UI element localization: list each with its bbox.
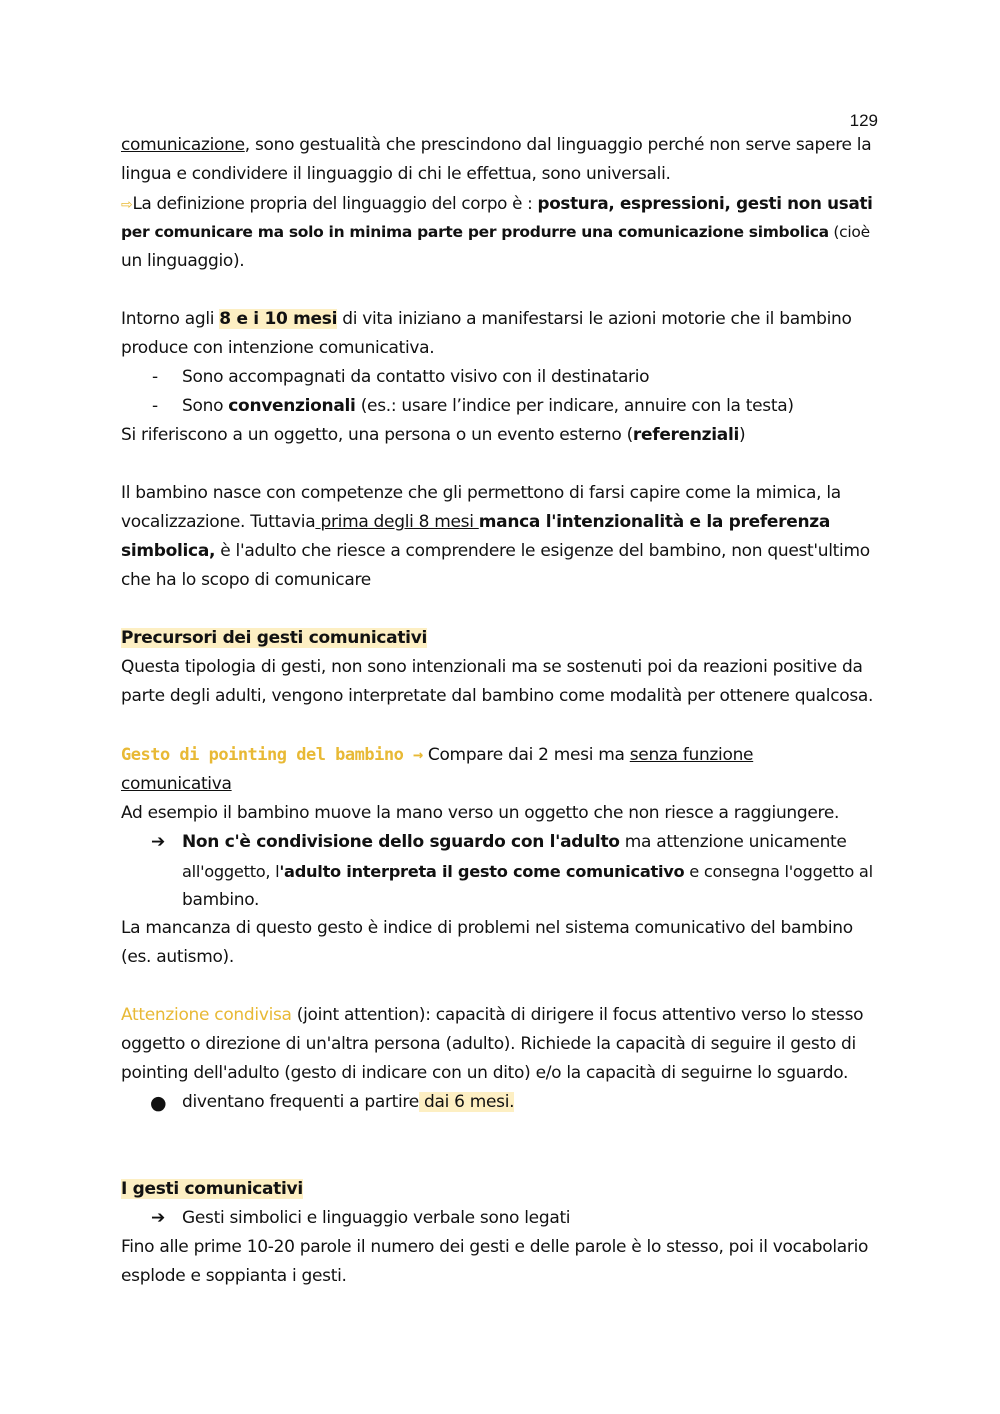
bold-text: manca l'intenzionalità e la preferenza <box>478 512 831 532</box>
styled-title: Gesto di pointing del bambino → <box>121 745 423 765</box>
text-line: Questa tipologia di gesti, non sono intenzionali ma se sostenuti poi da reazioni positive da <box>121 657 863 677</box>
text-span: Sono <box>182 396 229 416</box>
text-line: esplode e soppianta i gesti. <box>121 1266 347 1286</box>
text-span: Si riferiscono a un oggetto, una persona o un evento esterno ( <box>121 425 633 445</box>
text-line: lingua e condividere il linguaggio di chi le effettua, sono universali. <box>121 164 671 184</box>
text-span: ma attenzione unicamente <box>619 832 847 852</box>
list-item: Sono accompagnati da contatto visivo con il destinatario <box>182 367 650 387</box>
underlined-text: prima degli 8 mesi <box>315 512 479 532</box>
bold-text: 'adulto interpreta il gesto come comunicativo <box>279 862 685 881</box>
arrow-bullet-icon: ➔ <box>151 1208 166 1228</box>
list-item <box>182 1088 514 1117</box>
text-span: Compare dai 2 mesi ma <box>422 745 630 765</box>
section-heading <box>121 1175 303 1204</box>
list-item <box>182 392 794 421</box>
text-line: che ha lo scopo di comunicare <box>121 570 371 590</box>
text-span: all'oggetto, l <box>182 862 280 881</box>
text-span: vocalizzazione. Tuttavia <box>121 512 316 532</box>
text-line: (es. autismo). <box>121 947 234 967</box>
dot-bullet-icon: ● <box>150 1092 167 1114</box>
arrow-right-icon: ⇨ <box>121 197 133 213</box>
text-line <box>121 770 232 799</box>
text-line: un linguaggio). <box>121 251 245 271</box>
highlighted-text: 8 e i 10 mesi <box>219 309 338 329</box>
list-item-cont: bambino. <box>182 890 260 910</box>
text-line: parte degli adulti, vengono interpretate dal bambino come modalità per ottenere qualcosa. <box>121 686 874 706</box>
text-line <box>121 537 870 566</box>
arrow-bullet-icon: ➔ <box>151 832 166 852</box>
text-line <box>121 421 745 450</box>
underlined-text: senza funzione <box>629 745 754 765</box>
text-span: La definizione propria del linguaggio del corpo è : <box>132 193 538 213</box>
page-number: 129 <box>849 111 878 130</box>
text-line: Fino alle prime 10-20 parole il numero dei gesti e delle parole è lo stesso, poi il vocabolario <box>121 1237 869 1257</box>
text-line <box>121 131 871 160</box>
bold-text: simbolica, <box>121 541 216 561</box>
text-span: (joint attention): capacità di dirigere il focus attentivo verso lo stesso <box>291 1005 864 1025</box>
text-line <box>121 305 852 334</box>
section-heading <box>121 624 427 653</box>
dash-bullet: - <box>152 367 159 387</box>
text-line: pointing dell'adulto (gesto di indicare con un dito) e/o la capacità di seguirne lo sguardo. <box>121 1063 849 1083</box>
list-item <box>182 828 847 857</box>
list-item: Gesti simbolici e linguaggio verbale sono legati <box>182 1208 571 1228</box>
text-line: Il bambino nasce con competenze che gli permettono di farsi capire come la mimica, la <box>121 483 841 503</box>
text-span: , sono gestualità che prescindono dal linguaggio perché non serve sapere la <box>244 135 872 155</box>
text-span: (es.: usare l’indice per indicare, annuire con la testa) <box>355 396 794 416</box>
text-line <box>121 508 830 537</box>
underlined-term: comunicazione <box>121 135 245 155</box>
text-span: (cioè <box>828 223 870 241</box>
text-line: produce con intenzione comunicativa. <box>121 338 435 358</box>
text-line <box>121 218 870 247</box>
text-line <box>121 189 873 220</box>
text-span: Intorno agli <box>121 309 220 329</box>
bold-text: per comunicare ma solo in minima parte per produrre una comunicazione simbolica <box>121 223 829 241</box>
text-line <box>121 1001 863 1030</box>
bold-text: convenzionali <box>228 396 356 416</box>
highlighted-text: dai 6 mesi. <box>418 1092 515 1112</box>
text-span: è l'adulto che riesce a comprendere le esigenze del bambino, non quest'ultimo <box>215 541 870 561</box>
text-span: diventano frequenti a partire <box>182 1092 419 1112</box>
bold-text: postura, espressioni, gesti non usati <box>537 193 873 213</box>
text-span: e consegna l'oggetto al <box>684 862 873 881</box>
list-item-cont <box>182 857 873 886</box>
heading-text: I gesti comunicativi <box>121 1179 303 1199</box>
underlined-text: comunicativa <box>121 774 232 794</box>
bold-text: Non c'è condivisione dello sguardo con l'adulto <box>182 832 620 852</box>
bold-text: referenziali <box>632 425 740 445</box>
text-line <box>121 741 753 770</box>
heading-text: Precursori dei gesti comunicativi <box>121 628 428 648</box>
text-line: La mancanza di questo gesto è indice di problemi nel sistema comunicativo del bambino <box>121 918 853 938</box>
text-line: Ad esempio il bambino muove la mano verso un oggetto che non riesce a raggiungere. <box>121 803 840 823</box>
text-span: di vita iniziano a manifestarsi le azioni motorie che il bambino <box>337 309 852 329</box>
text-span: ) <box>739 425 746 445</box>
text-line: oggetto o direzione di un'altra persona (adulto). Richiede la capacità di seguire il gesto di <box>121 1034 856 1054</box>
dash-bullet: - <box>152 396 159 416</box>
colored-term: Attenzione condivisa <box>121 1005 292 1025</box>
